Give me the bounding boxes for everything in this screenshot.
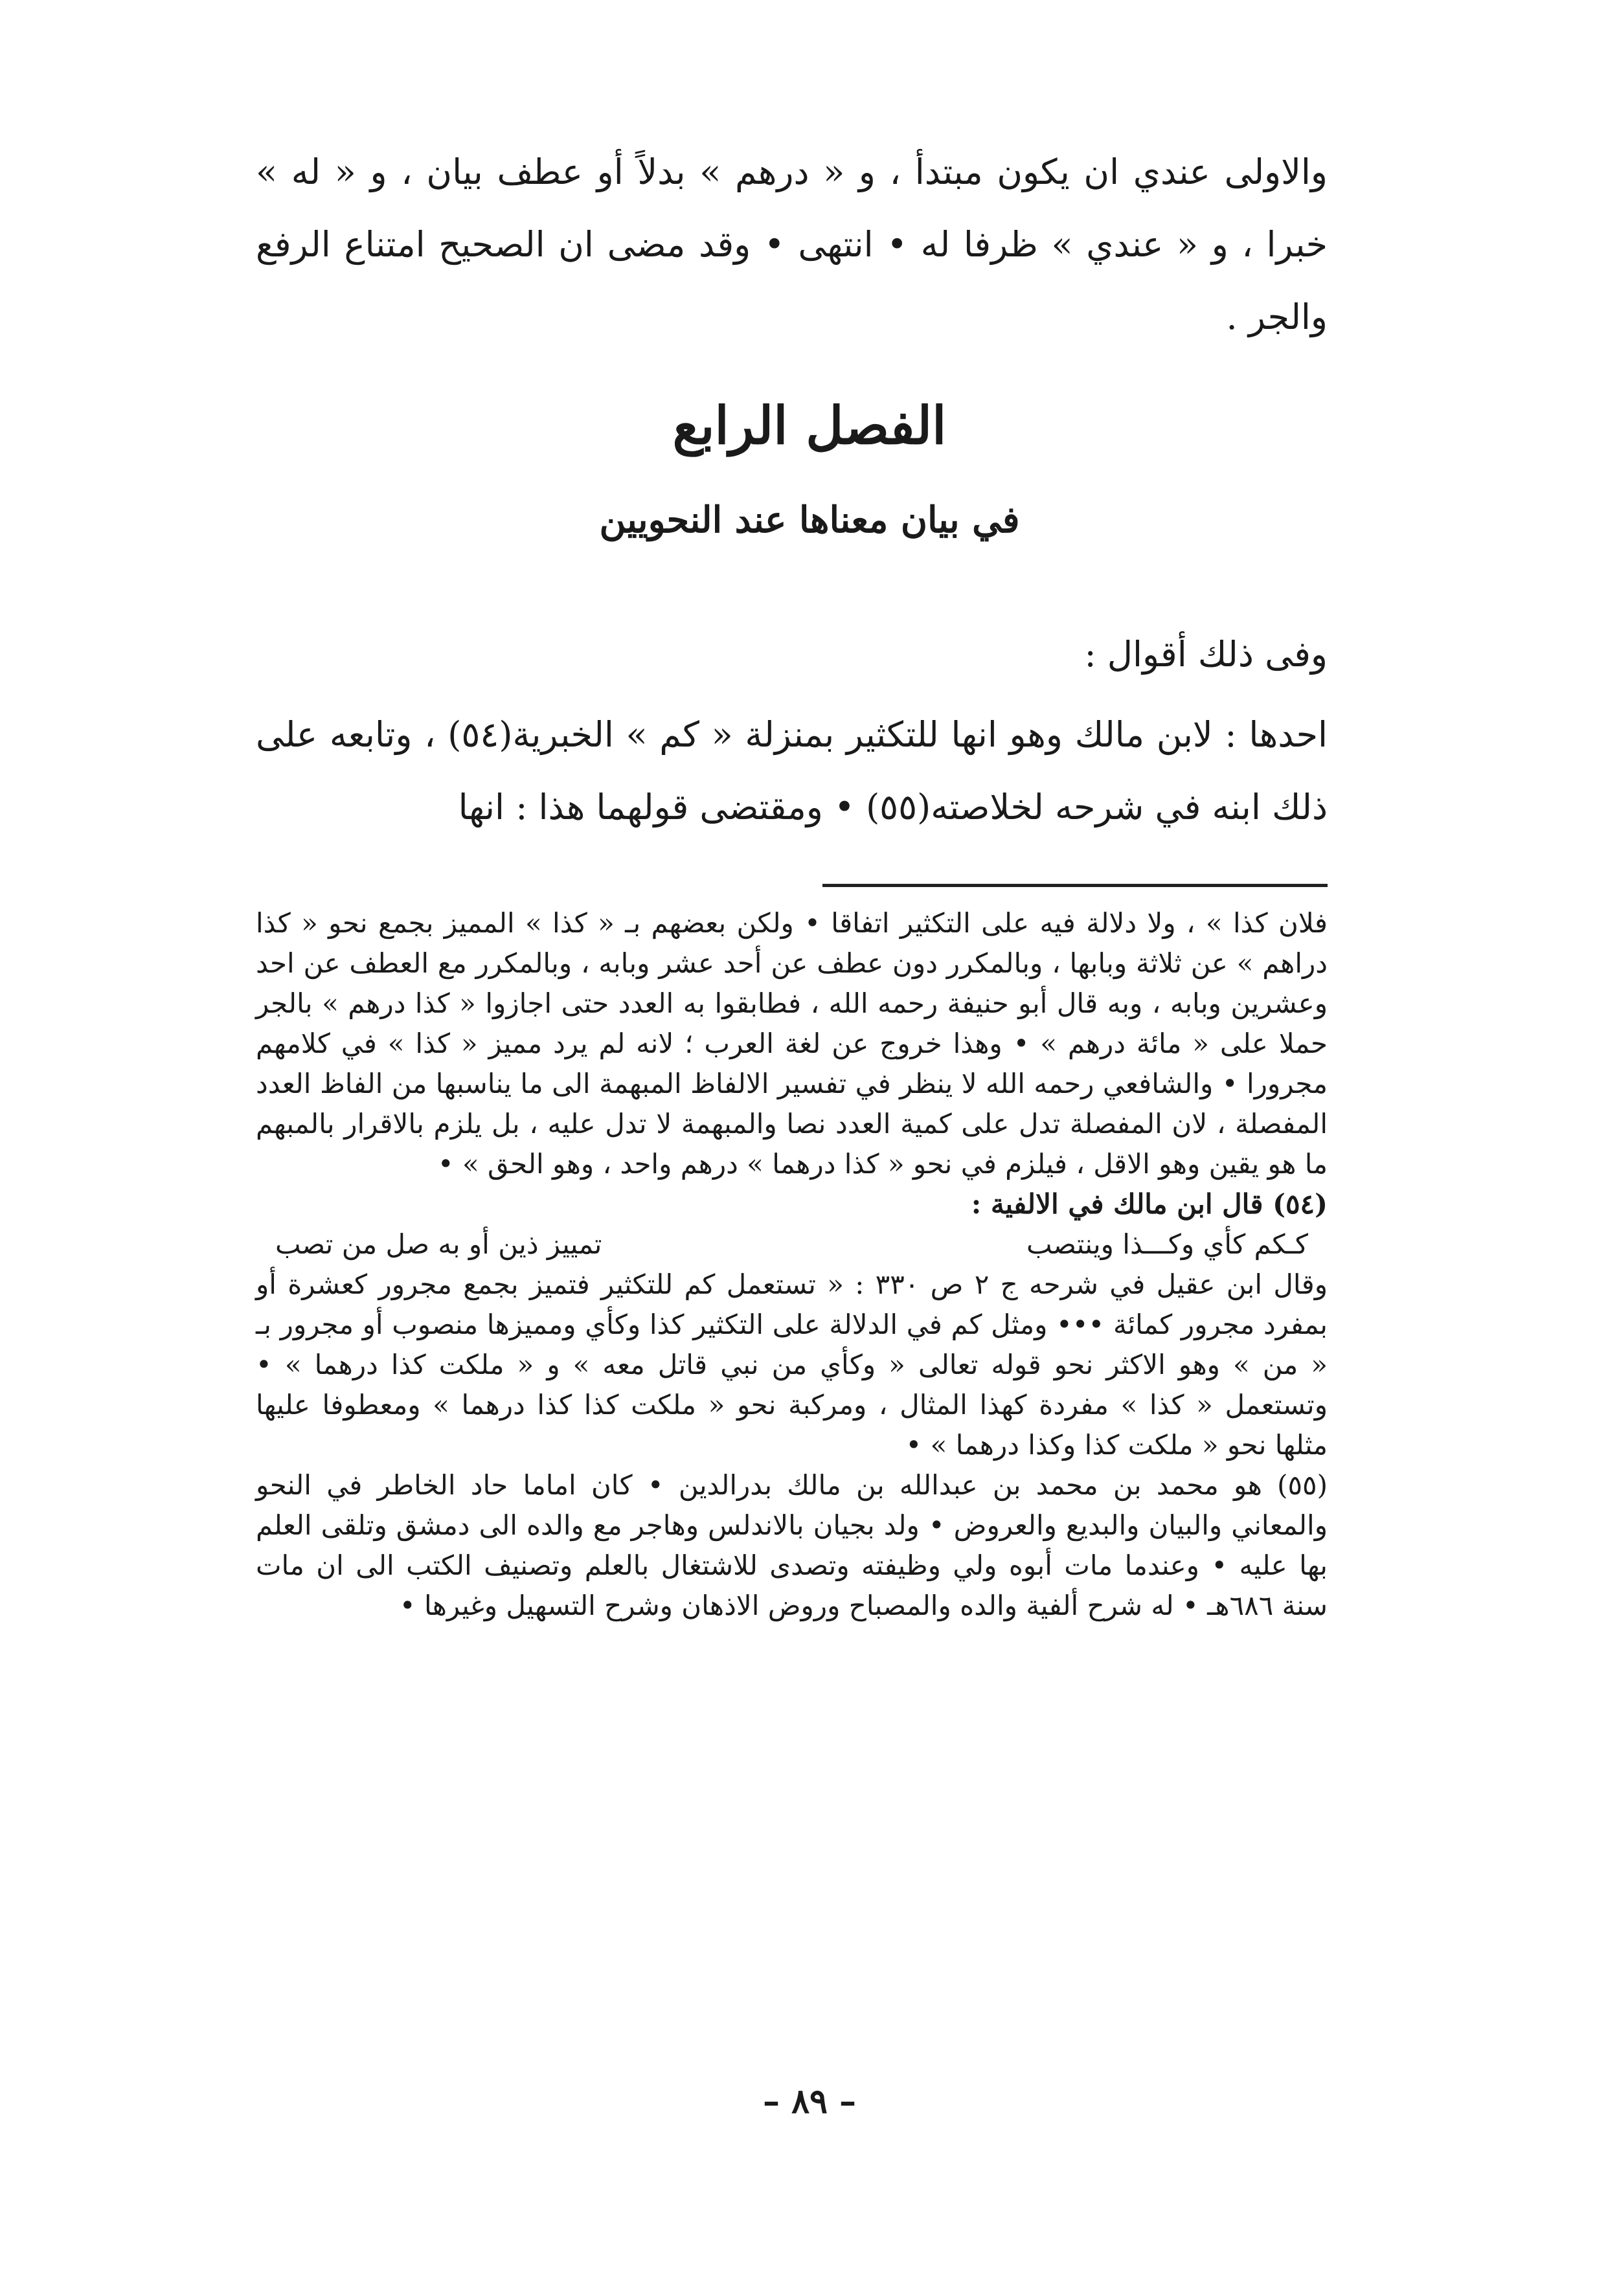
intro-paragraph: والاولى عندي ان يكون مبتدأ ، و « درهم » بدلاً أو عطف بيان ، و « له » خبرا ، و « عندي » ظرفا له • انتهى • وقد مضى ان الصحيح امتناع الرفع والجر . — [256, 152, 1328, 337]
footnote-54-body: وقال ابن عقيل في شرحه ج ٢ ص ٣٣٠ : « تستعمل كم للتكثير فتميز بجمع مجرور كعشرة أو بمفرد مجرور كمائة ••• ومثل كم في الدلالة على التكثير كذا وكأي ومميزها منصوب أو مجرور بـ « من » وهو الاكثر نحو قوله تعالى « وكأي من نبي قاتل معه » و « ملكت كذا درهما » • وتستعمل « كذا » مفردة كهذا المثال ، ومركبة نحو « ملكت كذا كذا درهما » ومعطوفا عليها مثلها نحو « ملكت كذا وكذا درهما » • — [256, 1268, 1328, 1461]
footnote-separator — [822, 884, 1328, 887]
footnote-54-head: (٥٤) قال ابن مالك في الالفية : — [971, 1188, 1328, 1220]
verse-first-hemistich: كـكم كأي وكـــذا وينتصب — [1026, 1228, 1308, 1260]
verse-second-hemistich: تمييز ذين أو به صل من تصب — [275, 1228, 602, 1260]
page-number: – ٨٩ – — [762, 2082, 857, 2121]
section-lead: وفى ذلك أقوال : — [1084, 634, 1328, 675]
footnote-55: (٥٥) هو محمد بن محمد بن عبدالله بن مالك بدرالدين • كان اماما حاد الخاطر في النحو والمعاني والبيان والبديع والعروض • ولد بجيان بالاندلس وهاجر مع والده الى دمشق وتلقى العلم بها عليه • وعندما مات أبوه ولي وظيفته وتصدى للاشتغال بالعلم وتصنيف الكتب الى ان مات سنة ٦٨٦هـ • له شرح ألفية والده والمصباح وروض الاذهان وشرح التسهيل وغيرها • — [256, 1469, 1328, 1621]
footnote-continued: فلان كذا » ، ولا دلالة فيه على التكثير اتفاقا • ولكن بعضهم بـ « كذا » المميز بجمع نحو « كذا دراهم » عن ثلاثة وبابها ، وبالمكرر دون عطف عن أحد عشر وبابه ، وبالمكرر مع العطف عن احد وعشرين وبابه ، وبه قال أبو حنيفة رحمه الله ، فطابقوا به العدد حتى اجازوا « كذا درهم » بالجر حملا على « مائة درهم » • وهذا خروج عن لغة العرب ؛ لانه لم يرد مميز « كذا » في كلامهم مجرورا • والشافعي رحمه الله لا ينظر في تفسير الالفاظ المبهمة الى ما يناسبها من الفاظ العدد المفصلة ، لان المفصلة تدل على كمية العدد نصا والمبهمة لا تدل عليه ، بل يلزم بالاقرار بالمبهم ما هو يقين وهو الاقل ، فيلزم في نحو « كذا درهما » درهم واحد ، وهو الحق » • — [256, 907, 1328, 1180]
first-opinion-paragraph: احدها : لابن مالك وهو انها للتكثير بمنزلة « كم » الخبرية(٥٤) ، وتابعه على ذلك ابنه في شرحه لخلاصته(٥٥) • ومقتضى قولهما هذا : انها — [256, 714, 1328, 827]
footnotes — [256, 903, 1328, 1626]
chapter-title: الفصل الرابع — [672, 395, 947, 456]
alfiya-verse — [256, 1224, 1328, 1265]
chapter-subtitle: في بيان معناها عند النحويين — [599, 499, 1020, 541]
intro-paragraph-block — [256, 136, 1328, 354]
section-body — [256, 618, 1328, 844]
